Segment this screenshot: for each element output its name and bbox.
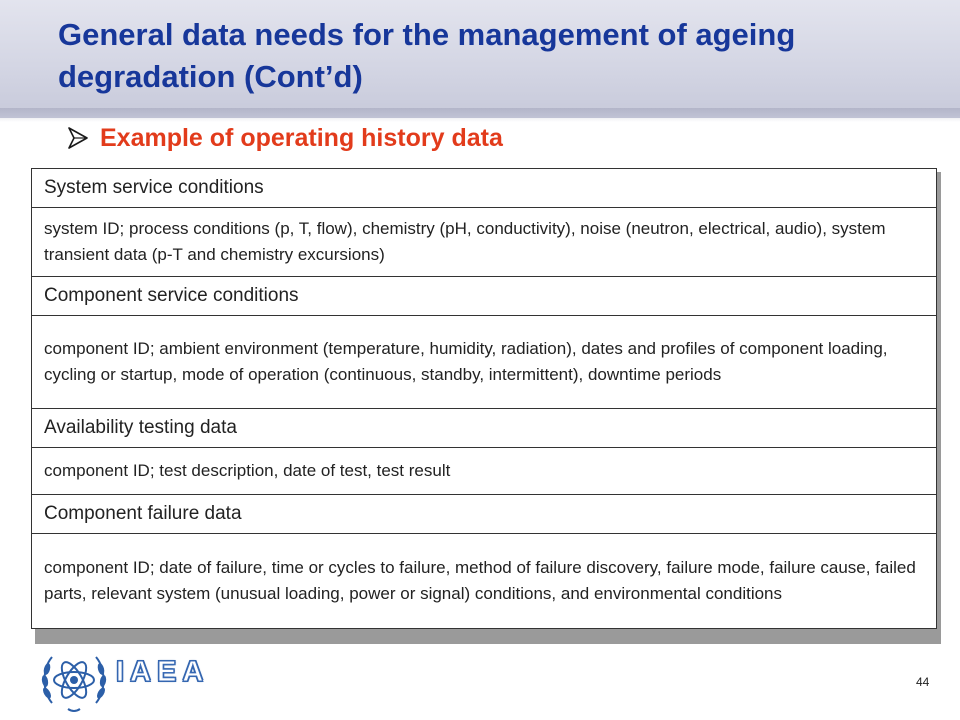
page-number: 44 [916,675,930,689]
table-row [32,534,937,629]
category-cell: Component service conditions [32,277,937,316]
table-row [32,448,937,495]
iaea-emblem-icon [38,645,110,715]
subtitle-text: Example of operating history data [100,123,503,152]
details-cell: component ID; ambient environment (temperature, humidity, radiation), dates and profiles of component loading, cycling or startup, mode of operation (continuous, standby, intermittent), downtime periods [32,316,937,409]
category-cell: Availability testing data [32,409,937,448]
operating-history-table [31,168,937,629]
category-cell: Component failure data [32,495,937,534]
table-row [32,316,937,409]
arrow-bullet-icon [68,127,88,149]
table-row [32,277,937,316]
table-row [32,409,937,448]
slide-subtitle [68,118,503,158]
details-cell: component ID; test description, date of test, test result [32,448,937,495]
table-row [32,208,937,277]
category-cell: System service conditions [32,169,937,208]
slide-title: General data needs for the management of ageing degradation (Cont’d) [58,17,796,94]
details-cell: system ID; process conditions (p, T, flow), chemistry (pH, conductivity), noise (neutron, electrical, audio), system transient data (p-T and chemistry excursions) [32,208,937,277]
table-row [32,495,937,534]
details-cell: component ID; date of failure, time or cycles to failure, method of failure discovery, failure mode, failure cause, failed parts, relevant system (unusual loading, power or signal) conditions, and environmental conditions [32,534,937,629]
iaea-logo-text: IAEA [116,656,210,688]
table-row [32,169,937,208]
